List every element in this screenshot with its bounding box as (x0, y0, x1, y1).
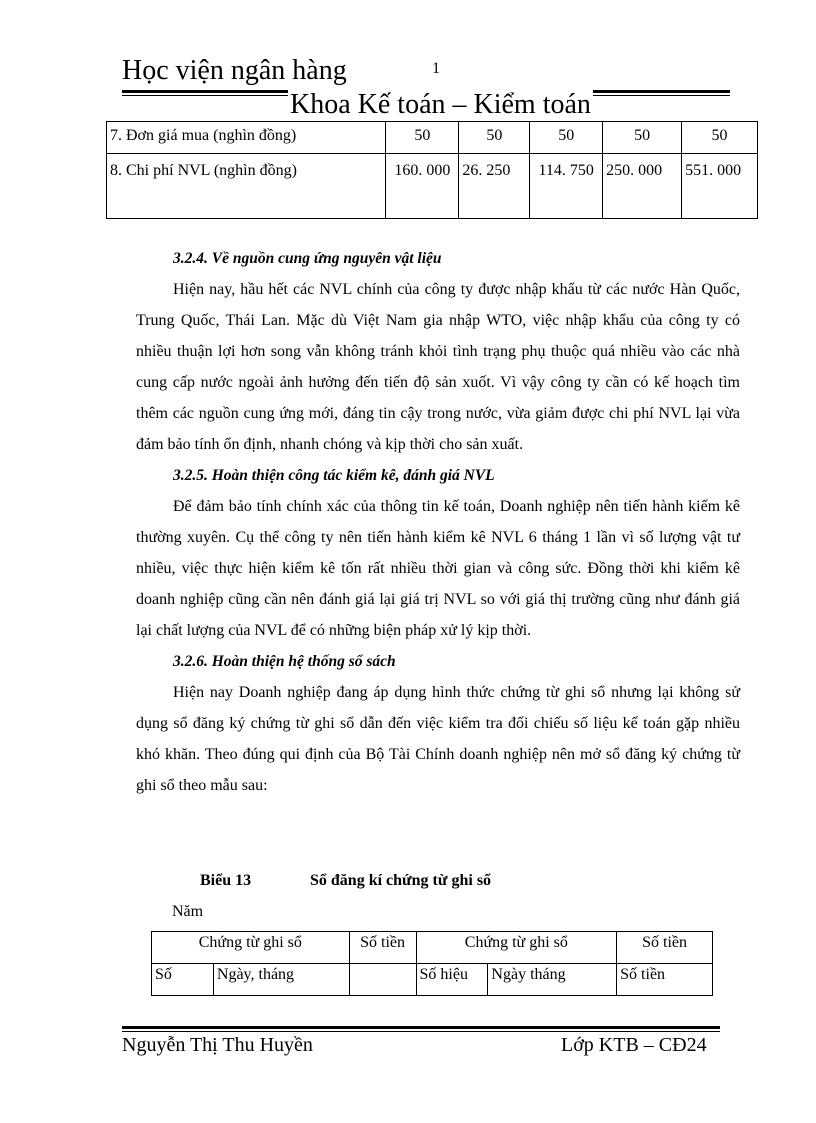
header-cell: Số tiền (617, 932, 713, 964)
header-cell: Ngày, tháng (213, 964, 349, 996)
header-cell (349, 964, 416, 996)
cost-table (106, 121, 758, 219)
row-label: 7. Đơn giá mua (nghìn đồng) (107, 122, 386, 154)
table-row (152, 932, 713, 964)
page-number: 1 (432, 60, 440, 77)
cell-value: 50 (459, 122, 530, 154)
table-row (107, 154, 758, 219)
header-cell: Chứng từ ghi sổ (152, 932, 350, 964)
form-title: Sổ đăng kí chứng từ ghi sổ (310, 872, 492, 889)
cell-value: 50 (530, 122, 603, 154)
section-paragraph: Hiện nay Doanh nghiệp đang áp dụng hình thức chứng từ ghi sổ nhưng lại không sử dụng sổ đăng ký chứng từ ghi sổ dẫn đến việc kiểm tra đối chiếu số liệu kế toán gặp nhiều khó khăn. Theo đúng qui định của Bộ Tài Chính doanh nghiệp nên mở sổ đăng ký chứng từ ghi sổ theo mẫu sau: (136, 684, 740, 794)
section-heading: 3.2.5. Hoàn thiện công tác kiểm kê, đánh giá NVL (173, 467, 495, 484)
table-row (152, 964, 713, 996)
header-cell: Chứng từ ghi sổ (416, 932, 617, 964)
cell-value: 160. 000 (386, 154, 459, 219)
footer-class: Lớp KTB – CĐ24 (561, 1034, 707, 1056)
row-label: 8. Chi phí NVL (nghìn đồng) (107, 154, 386, 219)
header-school: Học viện ngân hàng (122, 55, 347, 86)
cell-value: 50 (386, 122, 459, 154)
section-heading: 3.2.4. Về nguồn cung ứng nguyên vật liệu (173, 250, 442, 267)
section-paragraph: Để đảm bảo tính chính xác của thông tin kế toán, Doanh nghiệp nên tiến hành kiểm kê thường xuyên. Cụ thể công ty nên tiến hành kiểm kê NVL 6 tháng 1 lần vì số lượng vật tư nhiều, việc thực hiện kiểm kê tốn rất nhiều thời gian và công sức. Đồng thời khi kiểm kê doanh nghiệp cũng cần nên đánh giá lại giá trị NVL so với giá thị trường cũng như đánh giá lại chất lượng của NVL để có những biện pháp xử lý kịp thời. (136, 498, 740, 639)
cell-value: 50 (603, 122, 682, 154)
header-cell: Số tiền (617, 964, 713, 996)
header-cell: Ngày tháng (488, 964, 617, 996)
register-table (151, 931, 713, 996)
table-row (107, 122, 758, 154)
footer-author: Nguyễn Thị Thu Huyền (122, 1034, 313, 1056)
cell-value: 114. 750 (530, 154, 603, 219)
form-code: Biểu 13 (200, 872, 252, 889)
cell-value: 26. 250 (459, 154, 530, 219)
footer-rule-thick (122, 1026, 720, 1029)
header-cell: Số hiệu (416, 964, 488, 996)
cell-value: 50 (682, 122, 758, 154)
section-heading: 3.2.6. Hoàn thiện hệ thống sổ sách (173, 653, 396, 670)
year-label: Năm (172, 903, 204, 920)
header-cell: Số (152, 964, 214, 996)
cell-value: 551. 000 (682, 154, 758, 219)
header-cell: Số tiền (349, 932, 416, 964)
header-faculty: Khoa Kế toán – Kiểm toán (288, 87, 593, 123)
cell-value: 250. 000 (603, 154, 682, 219)
body-content (136, 243, 740, 801)
section-paragraph: Hiện nay, hầu hết các NVL chính của công ty được nhập khẩu từ các nước Hàn Quốc, Trung Quốc, Thái Lan. Mặc dù Việt Nam gia nhập WTO, việc nhập khẩu của công ty có nhiều thuận lợi hơn song vẫn không tránh khỏi tình trạng phụ thuộc quá nhiều vào các nhà cung cấp nước ngoài ảnh hưởng đến tiến độ sản xuốt. Vì vậy công ty cần có kế hoạch tìm thêm các nguồn cung ứng mới, đáng tin cậy trong nước, vừa giảm được chi phí NVL lại vừa đảm bảo tính ổn định, nhanh chóng và kịp thời cho sản xuất. (136, 281, 740, 453)
